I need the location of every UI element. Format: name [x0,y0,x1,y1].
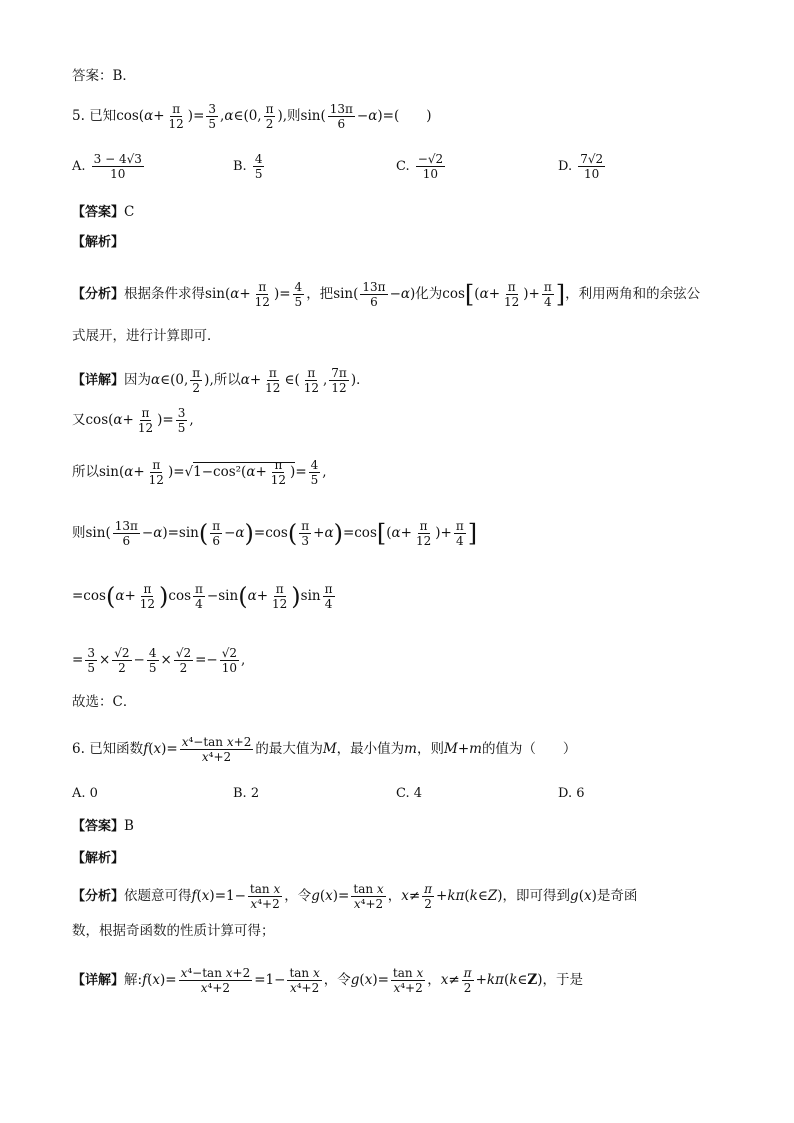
q5-detail-2: 又cos(α+ $\frac{\pi}{12}$ )= $\frac{3}{5}$ , [72,406,194,435]
q5-option-a: A. $\frac{3 - 4√3}{10}$ [72,152,142,181]
q5-analysis: 【分析】根据条件求得sin(α+ $\frac{\pi}{12}$ )= $\frac{4}{5}$ ，把sin( $\frac{13\pi}{6}$ −α)化为cos[(α+ $\frac{\pi}{12}$ )+ $\frac{\pi}{4}$ ]，利用两角和的余弦公 [72,280,701,309]
q5-detail-5: =cos(α+ $\frac{\pi}{12}$ )cos $\frac{\pi}{4}$ −sin(α+ $\frac{\pi}{12}$ )sin $\frac{\pi}{4}$ [72,582,333,611]
q6-answer: 【答案】B [72,818,134,834]
q6-option-c: C. 4 [396,786,423,801]
q6-analysis: 【分析】依题意可得f(x)=1− $\frac{\text{tan x}}{\text{x⁴+2}}$ ，令g(x)= $\frac{\text{tan x}}{\text{x⁴+2}}$ ，x≠ $\frac{\pi}{2}$ +kπ(k∈Z)，即可得到g(x)是奇函 [72,882,638,911]
previous-answer: 答案：B． [72,68,136,84]
q6-stem: 6. 已知函数f(x)= $\frac{\text{x⁴−tan x+2}}{\text{x⁴+2}}$ 的最大值为M，最小值为m，则M+m的值为（ ） [72,735,577,764]
q5-stem: 5. 已知cos(α+ $\frac{\pi}{12}$ )= $\frac{3}{5}$ ,α∈(0, $\frac{\pi}{2}$ ),则sin( $\frac{13\pi}{6}$ −α)=( ) [72,102,432,131]
q5-option-b: B. $\frac{4}{5}$ [233,152,263,181]
q6-jiexi: 【解析】 [72,851,125,866]
q5-option-d: D. $\frac{7√2}{10}$ [558,152,604,181]
q6-analysis-line2: 数，根据奇函数的性质计算可得； [72,923,275,939]
q5-conclusion: 故选：C． [72,694,137,710]
q5-option-c: C. $\frac{-√2}{10}$ [396,152,444,181]
q6-option-a: A. 0 [72,786,98,801]
q6-option-b: B. 2 [233,786,260,801]
q5-detail-1: 【详解】因为α∈(0, $\frac{\pi}{2}$ ),所以α+ $\frac{\pi}{12}$ ∈( $\frac{\pi}{12}$ , $\frac{7\pi}{12}$ )． [72,366,370,395]
q5-analysis-line2: 式展开，进行计算即可． [72,328,221,344]
q6-option-d: D. 6 [558,786,585,801]
q5-detail-4: 则sin( $\frac{13\pi}{6}$ −α)=sin( $\frac{\pi}{6}$ −α)=cos( $\frac{\pi}{3}$ +α)=cos[(α+ $\frac{\pi}{12}$ )+ $\frac{\pi}{4}$ ] [72,519,478,548]
q6-detail: 【详解】解:f(x)= $\frac{\text{x⁴−tan x+2}}{\text{x⁴+2}}$ =1− $\frac{\text{tan x}}{\text{x⁴+2}}$ ，令g(x)= $\frac{\text{tan x}}{\text{x⁴+2}}$ ，x≠ $\frac{\pi}{2}$ +kπ(k∈Z)，于是 [72,966,584,995]
q5-detail-3: 所以sin(α+ $\frac{\pi}{12}$ )=√1−cos²(α+ $\frac{\pi}{12}$ )= $\frac{4}{5}$ , [72,458,327,487]
q5-answer: 【答案】C [72,204,135,220]
q5-detail-6: = $\frac{3}{5}$ × $\frac{√2}{2}$ − $\frac{4}{5}$ × $\frac{√2}{2}$ =− $\frac{√2}{10}$ , [72,646,246,675]
q5-jiexi: 【解析】 [72,235,125,250]
